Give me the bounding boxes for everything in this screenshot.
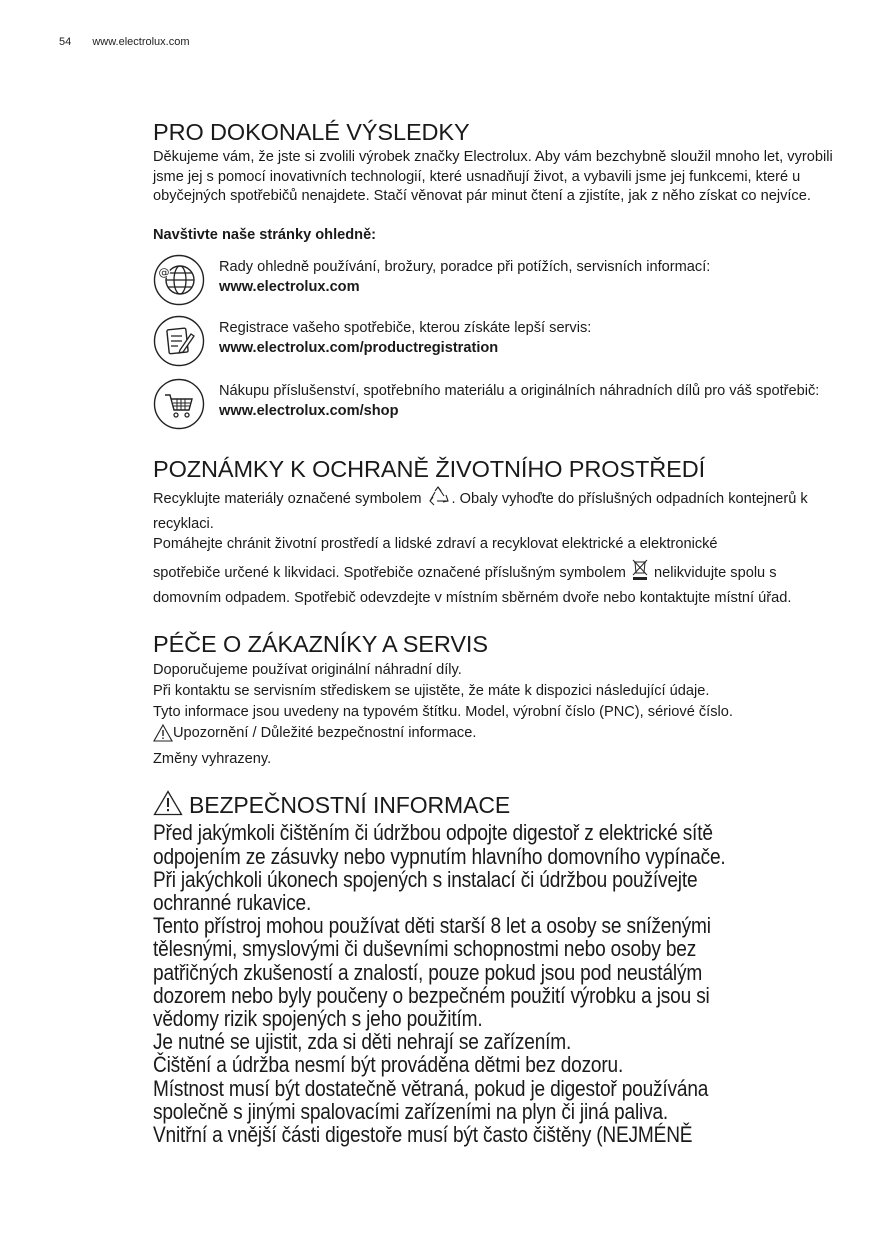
safety-line: odpojením ze zásuvky nebo vypnutím hlavního domovního vypínače. [153,843,726,869]
link-row-registration [153,317,843,367]
safety-line: ochranné rukavice. [153,889,312,915]
safety-line: Při jakýchkoli úkonech spojených s instalací či údržbou používejte [153,866,698,892]
safety-line: Místnost musí být dostatečně větraná, pokud je digestoř používána [153,1075,709,1101]
safety-line: společně s jinými spalovacími zařízeními na plyn či jiná paliva. [153,1098,669,1124]
site-url[interactable]: www.electrolux.com [92,36,190,48]
safety-section [153,790,843,1146]
safety-line: dozorem nebo byly poučeny o bezpečném použití výrobku a jsou si [153,982,710,1008]
safety-warning-icon [153,790,189,821]
safety-line: Je nutné se ujistit, zda si děti nehrají se zařízením. [153,1029,572,1055]
shopping-cart-icon [153,378,205,430]
section-title-safety: BEZPEČNOSTNÍ INFORMACE [189,792,511,819]
crossed-bin-icon [630,558,650,589]
safety-line: Vnitřní a vnější části digestoře musí být často čištěny (NEJMÉNĚ [153,1121,693,1147]
recycle-icon [426,486,452,515]
globe-icon [153,254,205,306]
warning-text: Upozornění / Důležité bezpečnostní informace. [173,724,477,741]
visit-label: Navštivte naše stránky ohledně: [153,226,377,243]
recycle-paragraph [153,486,843,534]
page-header [59,36,190,48]
safety-text [153,821,772,1146]
page-content [153,118,843,1146]
section-title-environment: POZNÁMKY K OCHRANĚ ŽIVOTNÍHO PROSTŘEDÍ [153,456,705,483]
svg-text:@: @ [158,266,170,280]
service-line-5: Změny vyhrazeny. [153,750,272,767]
safety-line: Před jakýmkoli čištěním či údržbou odpojte digestoř z elektrické sítě [153,820,713,846]
safety-line: patřičných zkušeností a znalostí, pouze pokud jsou pod neustálým [153,959,703,985]
registration-icon [153,315,205,367]
section-title-service: PÉČE O ZÁKAZNÍKY A SERVIS [153,631,488,658]
link-text-shop: Nákupu příslušenství, spotřebního materiálu a originálních náhradních dílů pro váš spotřebič: [219,383,820,400]
service-paragraph [153,660,843,769]
bin-text-before: spotřebiče určené k likvidaci. Spotřebiče označené příslušným symbolem [153,565,626,582]
page-number: 54 [59,36,72,48]
intro-paragraph: Děkujeme vám, že jste si zvolili výrobek značky Electrolux. Aby vám bezchybně sloužil mnoho let, vyrobili jsme jej s pomocí inovativních technologií, které usnadňují život, a vybavili jsme jej funkcemi, které u obyčejných spotřebičů nenajdete. Stačí věnovat pár minut čtení a zjistíte, jak z něho získat co nejvíce. [153,149,833,205]
section-title-results: PRO DOKONALÉ VÝSLEDKY [153,119,470,145]
recycle-text-before: Recyklujte materiály označené symbolem [153,491,422,508]
link-url-registration[interactable]: www.electrolux.com/productregistration [219,339,499,356]
safety-title-row [153,790,843,821]
link-row-shop [153,380,843,430]
help-line: Pomáhejte chránit životní prostředí a lidské zdraví a recyklovat elektrické a elektronické [153,535,718,552]
warning-icon [153,724,173,749]
service-line-2: Při kontaktu se servisním střediskem se ujistěte, že máte k dispozici následující údaje. [153,683,710,700]
service-line-4 [153,723,843,749]
link-url-info[interactable]: www.electrolux.com [219,278,360,295]
safety-line: Čištění a údržba nesmí být prováděna dětmi bez dozoru. [153,1052,624,1078]
safety-line: tělesnými, smyslovými či duševními schopnostmi nebo osoby bez [153,936,697,962]
link-text-registration: Registrace vašeho spotřebiče, kterou získáte lepší servis: [219,320,592,337]
service-line-1: Doporučujeme používat originální náhradní díly. [153,662,462,679]
service-line-3: Tyto informace jsou uvedeny na typovém štítku. Model, výrobní číslo (PNC), sériové číslo. [153,703,733,720]
safety-line: vědomy rizik spojených s jeho použitím. [153,1005,483,1031]
recycle-text-after: . Obaly vyhoďte do příslušných odpadních kontejnerů k recyklaci. [153,491,808,532]
safety-line: Tento přístroj mohou používat děti starší 8 let a osoby se sníženými [153,913,711,939]
link-url-shop[interactable]: www.electrolux.com/shop [219,402,399,419]
bin-paragraph [153,558,843,608]
link-text-info: Rady ohledně používání, brožury, poradce při potížích, servisních informací: [219,259,711,276]
bin-text-after: nelikvidujte spolu s domovním odpadem. Spotřebič odevzdejte v místním sběrném dvoře nebo kontaktujte místní úřad. [153,565,792,606]
link-row-info [153,256,843,306]
